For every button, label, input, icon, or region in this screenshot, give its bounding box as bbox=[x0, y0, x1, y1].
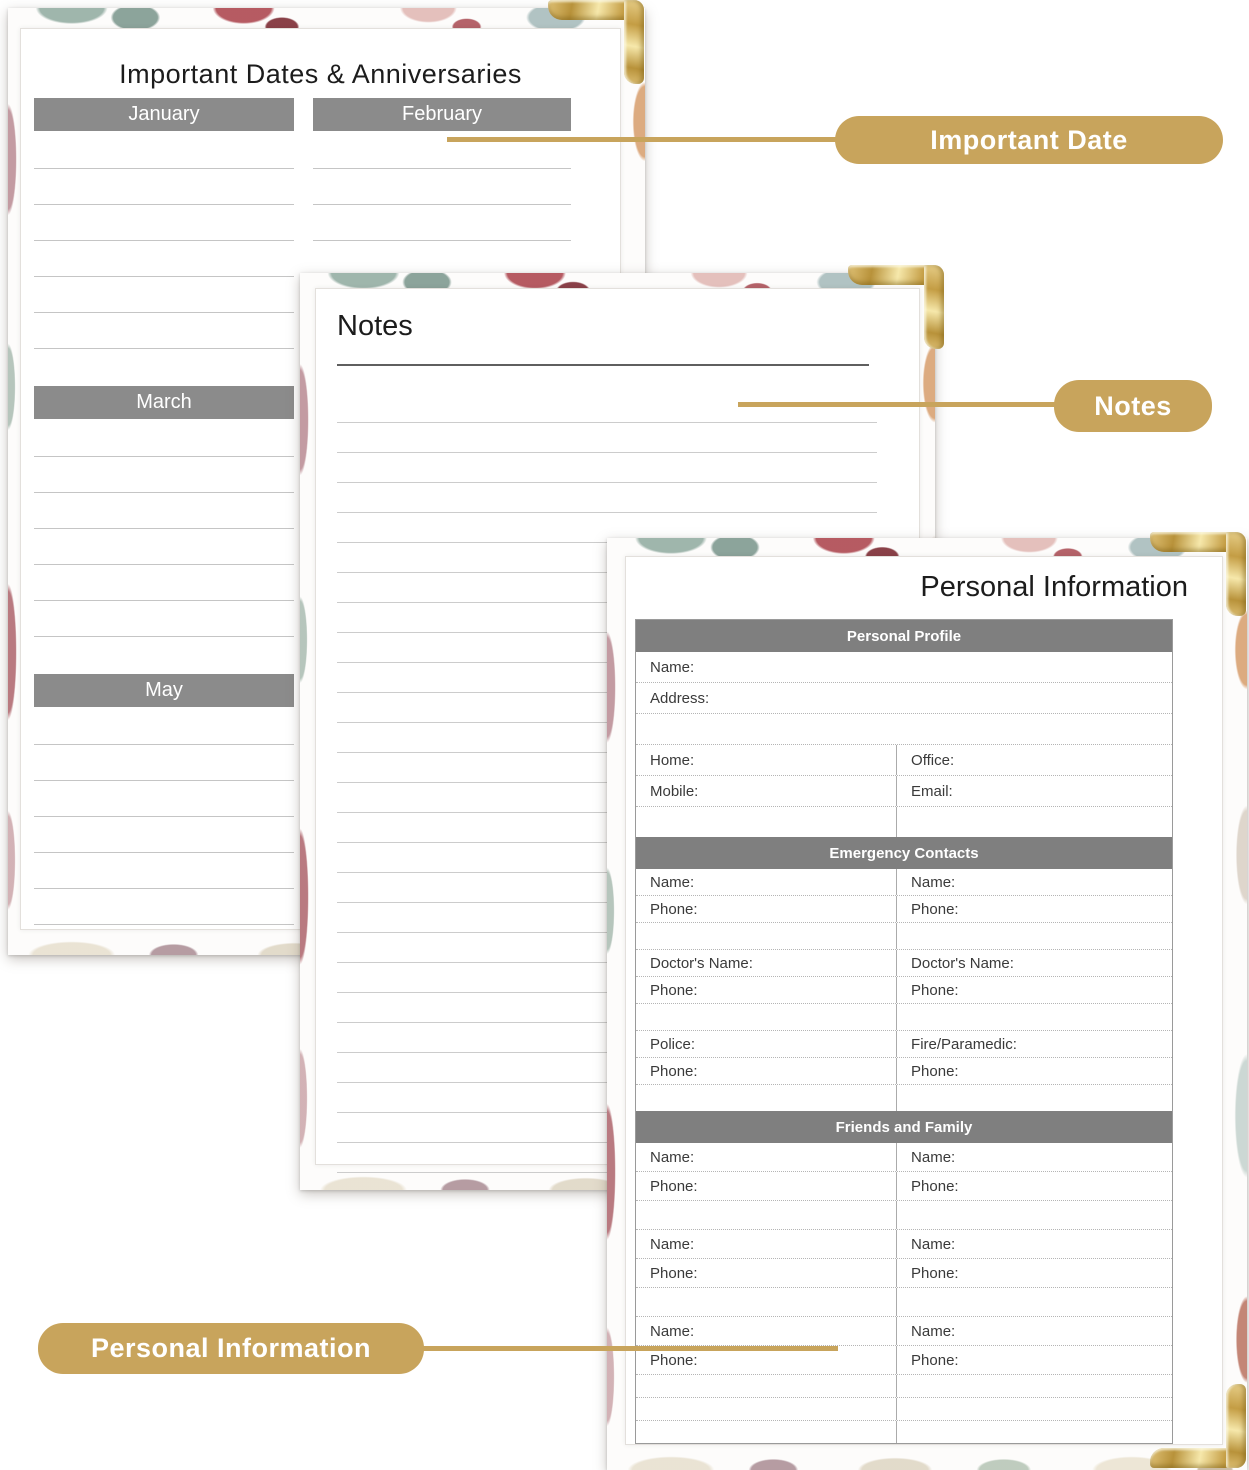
field-label-cell: Phone: bbox=[636, 1172, 897, 1200]
field-label-cell: Name: bbox=[636, 1230, 897, 1258]
table-row bbox=[636, 714, 1172, 745]
section-rows bbox=[636, 1143, 1172, 1443]
table-row bbox=[636, 1172, 1172, 1201]
field-label-cell bbox=[636, 807, 897, 837]
field-label-cell: Doctor's Name: bbox=[636, 950, 897, 976]
field-label-cell bbox=[636, 1421, 897, 1443]
ruled-line bbox=[34, 781, 294, 817]
section-header-bar: Emergency Contacts bbox=[636, 837, 1172, 869]
gold-corner-arm bbox=[624, 0, 644, 84]
gold-corner-icon bbox=[1150, 532, 1246, 616]
ruled-line bbox=[337, 453, 877, 483]
field-label-cell: Fire/Paramedic: bbox=[911, 1035, 1017, 1053]
section-rows bbox=[636, 652, 1172, 837]
field-label-cell: Office: bbox=[911, 751, 955, 769]
field-label-cell: Name: bbox=[636, 1317, 897, 1345]
table-row bbox=[636, 1201, 1172, 1230]
section-header-bar: Personal Profile bbox=[636, 620, 1172, 652]
field-label-cell: Phone: bbox=[911, 1351, 959, 1369]
ruled-line bbox=[313, 169, 571, 205]
field-label-cell: Address: bbox=[650, 689, 710, 707]
table-row bbox=[636, 1259, 1172, 1288]
table-row bbox=[636, 1031, 1172, 1058]
table-row bbox=[636, 1421, 1172, 1443]
ruled-line bbox=[34, 313, 294, 349]
personal-info-sheet bbox=[625, 556, 1223, 1445]
table-row bbox=[636, 923, 1172, 950]
month-section-january bbox=[34, 98, 294, 349]
important-dates-left-column bbox=[34, 98, 294, 962]
field-label-cell: Name: bbox=[911, 1235, 956, 1253]
field-label-cell: Phone: bbox=[636, 1346, 897, 1374]
ruled-line bbox=[34, 421, 294, 457]
month-ruled-lines bbox=[34, 421, 294, 637]
notes-title: Notes bbox=[337, 310, 413, 342]
field-label-cell: Phone: bbox=[636, 1058, 897, 1084]
table-row bbox=[636, 745, 1172, 776]
month-header-march: March bbox=[34, 386, 294, 419]
ruled-line bbox=[34, 241, 294, 277]
field-label-cell bbox=[897, 1421, 1172, 1443]
table-row bbox=[636, 1317, 1172, 1346]
table-row bbox=[636, 896, 1172, 923]
table-row bbox=[636, 1375, 1172, 1398]
gold-corner-icon bbox=[1150, 1384, 1246, 1468]
table-row bbox=[636, 977, 1172, 1004]
ruled-line bbox=[34, 133, 294, 169]
field-label-cell: Phone: bbox=[636, 896, 897, 922]
field-label-cell: Phone: bbox=[911, 981, 959, 999]
field-label-cell: Phone: bbox=[911, 1062, 959, 1080]
ruled-line bbox=[34, 817, 294, 853]
field-label-cell: Phone: bbox=[911, 1177, 959, 1195]
field-label-cell bbox=[636, 714, 1172, 744]
month-header-may: May bbox=[34, 674, 294, 707]
month-header-february: February bbox=[313, 98, 571, 131]
field-label-cell bbox=[897, 1375, 1172, 1397]
ruled-line bbox=[337, 483, 877, 513]
ruled-line bbox=[313, 241, 571, 277]
field-label-cell: Phone: bbox=[911, 1264, 959, 1282]
personal-info-title: Personal Information bbox=[920, 571, 1188, 603]
field-label-cell: Name: bbox=[911, 1322, 956, 1340]
table-row bbox=[636, 776, 1172, 807]
gold-corner-arm bbox=[1226, 532, 1246, 616]
ruled-line bbox=[34, 493, 294, 529]
field-label-cell bbox=[636, 1288, 897, 1316]
field-label-cell: Name: bbox=[650, 658, 695, 676]
field-label-cell bbox=[636, 1375, 897, 1397]
field-label-cell: Police: bbox=[636, 1031, 897, 1057]
field-label-cell: Doctor's Name: bbox=[911, 954, 1014, 972]
field-label-cell bbox=[636, 1398, 897, 1420]
ruled-line bbox=[34, 457, 294, 493]
month-header-january: January bbox=[34, 98, 294, 131]
important-dates-title: Important Dates & Anniversaries bbox=[119, 59, 522, 89]
ruled-line bbox=[337, 423, 877, 453]
field-label-cell bbox=[897, 1201, 1172, 1229]
ruled-line bbox=[34, 853, 294, 889]
field-label-cell bbox=[636, 1085, 897, 1111]
section-header-bar: Friends and Family bbox=[636, 1111, 1172, 1143]
ruled-line bbox=[34, 709, 294, 745]
table-row bbox=[636, 869, 1172, 896]
personal-info-page bbox=[607, 538, 1247, 1470]
callout-important-date: Important Date bbox=[835, 116, 1223, 164]
ruled-line bbox=[34, 565, 294, 601]
month-ruled-lines bbox=[34, 133, 294, 349]
section-rows bbox=[636, 869, 1172, 1111]
table-row bbox=[636, 1398, 1172, 1421]
table-row bbox=[636, 1058, 1172, 1085]
personal-info-table bbox=[635, 619, 1173, 1444]
month-section-march bbox=[34, 386, 294, 637]
notes-title-underline bbox=[337, 364, 869, 366]
field-label-cell bbox=[897, 807, 1172, 837]
field-label-cell bbox=[897, 923, 1172, 949]
table-row bbox=[636, 652, 1172, 683]
month-section-may bbox=[34, 674, 294, 925]
field-label-cell bbox=[897, 1398, 1172, 1420]
field-label-cell: Home: bbox=[636, 745, 897, 775]
field-label-cell: Phone: bbox=[636, 1259, 897, 1287]
field-label-cell: Mobile: bbox=[636, 776, 897, 806]
field-label-cell bbox=[897, 1085, 1172, 1111]
ruled-line bbox=[34, 529, 294, 565]
field-label-cell: Name: bbox=[636, 1143, 897, 1171]
table-row bbox=[636, 807, 1172, 837]
ruled-line bbox=[34, 745, 294, 781]
ruled-line bbox=[34, 205, 294, 241]
field-label-cell: Phone: bbox=[636, 977, 897, 1003]
field-label-cell: Email: bbox=[911, 782, 953, 800]
gold-corner-arm bbox=[1226, 1384, 1246, 1468]
table-row bbox=[636, 1230, 1172, 1259]
field-label-cell bbox=[636, 923, 897, 949]
table-row bbox=[636, 1143, 1172, 1172]
table-row bbox=[636, 950, 1172, 977]
table-row bbox=[636, 1085, 1172, 1111]
ruled-line bbox=[313, 205, 571, 241]
field-label-cell: Name: bbox=[911, 1148, 956, 1166]
field-label-cell bbox=[897, 1288, 1172, 1316]
ruled-line bbox=[34, 889, 294, 925]
ruled-line bbox=[34, 601, 294, 637]
notes-connector-line bbox=[738, 402, 1060, 407]
ruled-line bbox=[34, 277, 294, 313]
personal-information-connector-line bbox=[418, 1346, 838, 1351]
table-row bbox=[636, 1004, 1172, 1031]
gold-corner-icon bbox=[548, 0, 644, 84]
gold-corner-arm bbox=[924, 265, 944, 349]
month-ruled-lines bbox=[34, 709, 294, 925]
field-label-cell bbox=[897, 1004, 1172, 1030]
important-date-connector-line bbox=[447, 137, 842, 142]
field-label-cell: Name: bbox=[636, 869, 897, 895]
field-label-cell: Phone: bbox=[911, 900, 959, 918]
gold-corner-icon bbox=[848, 265, 944, 349]
table-row bbox=[636, 683, 1172, 714]
callout-personal-information: Personal Information bbox=[38, 1323, 424, 1374]
callout-notes: Notes bbox=[1054, 380, 1212, 432]
field-label-cell: Name: bbox=[911, 873, 956, 891]
field-label-cell bbox=[636, 1004, 897, 1030]
table-row bbox=[636, 1288, 1172, 1317]
field-label-cell bbox=[636, 1201, 897, 1229]
ruled-line bbox=[337, 393, 877, 423]
ruled-line bbox=[34, 169, 294, 205]
